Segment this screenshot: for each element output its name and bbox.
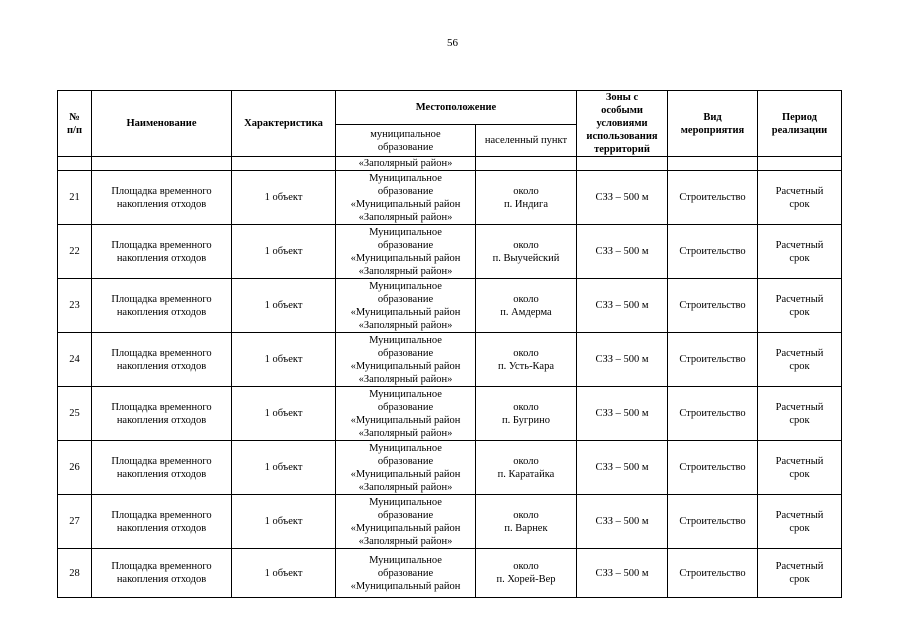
cell-settlement: около п. Амдерма: [476, 279, 577, 333]
cell-num: 25: [58, 387, 92, 441]
cell-period: Расчетный срок: [758, 225, 842, 279]
cell-zone: СЗЗ – 500 м: [577, 225, 668, 279]
cell-zone: СЗЗ – 500 м: [577, 333, 668, 387]
cell-period: Расчетный срок: [758, 333, 842, 387]
cell-settlement: около п. Индига: [476, 171, 577, 225]
cell-activity: Строительство: [668, 441, 758, 495]
cell-num: 26: [58, 441, 92, 495]
cell-settlement: около п. Каратайка: [476, 441, 577, 495]
cell-activity: Строительство: [668, 333, 758, 387]
page-number: 56: [447, 37, 458, 49]
cell-characteristic: 1 объект: [232, 225, 336, 279]
cell-characteristic: 1 объект: [232, 333, 336, 387]
cell-name: Площадка временного накопления отходов: [92, 171, 232, 225]
cell-name: Площадка временного накопления отходов: [92, 495, 232, 549]
cell-period: [758, 157, 842, 171]
cell-name: [92, 157, 232, 171]
cell-characteristic: [232, 157, 336, 171]
cell-period: Расчетный срок: [758, 279, 842, 333]
header-municipal: муниципальное образование: [336, 125, 476, 157]
cell-characteristic: 1 объект: [232, 441, 336, 495]
cell-characteristic: 1 объект: [232, 279, 336, 333]
cell-num: 24: [58, 333, 92, 387]
cell-settlement: около п. Хорей-Вер: [476, 549, 577, 598]
cell-zone: СЗЗ – 500 м: [577, 279, 668, 333]
header-zones: Зоны с особыми условиями использования территорий: [577, 91, 668, 157]
header-location: Местоположение: [336, 91, 577, 125]
cell-zone: СЗЗ – 500 м: [577, 495, 668, 549]
table-row: [58, 549, 842, 598]
cell-municipal: Муниципальное образование «Муниципальный район «Заполярный район»: [336, 171, 476, 225]
table-row: [58, 279, 842, 333]
cell-period: Расчетный срок: [758, 549, 842, 598]
header-settlement: населенный пункт: [476, 125, 577, 157]
header-name: Наименование: [92, 91, 232, 157]
cell-activity: Строительство: [668, 279, 758, 333]
header-characteristic: Характеристика: [232, 91, 336, 157]
cell-name: Площадка временного накопления отходов: [92, 549, 232, 598]
cell-municipal: Муниципальное образование «Муниципальный район «Заполярный район»: [336, 441, 476, 495]
cell-name: Площадка временного накопления отходов: [92, 387, 232, 441]
cell-period: Расчетный срок: [758, 387, 842, 441]
cell-characteristic: 1 объект: [232, 171, 336, 225]
cell-activity: Строительство: [668, 225, 758, 279]
table-row: [58, 225, 842, 279]
cell-num: 22: [58, 225, 92, 279]
cell-num: [58, 157, 92, 171]
measures-table: [57, 90, 842, 598]
cell-municipal: Муниципальное образование «Муниципальный район «Заполярный район»: [336, 495, 476, 549]
cell-name: Площадка временного накопления отходов: [92, 333, 232, 387]
cell-settlement: около п. Варнек: [476, 495, 577, 549]
header-period: Период реализации: [758, 91, 842, 157]
continuation-row: [58, 157, 842, 171]
header-row-top: [58, 91, 842, 125]
cell-activity: Строительство: [668, 495, 758, 549]
cell-characteristic: 1 объект: [232, 549, 336, 598]
cell-zone: СЗЗ – 500 м: [577, 441, 668, 495]
cell-settlement: около п. Бугрино: [476, 387, 577, 441]
table-row: [58, 387, 842, 441]
cell-num: 28: [58, 549, 92, 598]
cell-settlement: около п. Усть-Кара: [476, 333, 577, 387]
cell-characteristic: 1 объект: [232, 495, 336, 549]
cell-municipal: Муниципальное образование «Муниципальный район «Заполярный район»: [336, 387, 476, 441]
cell-period: Расчетный срок: [758, 171, 842, 225]
table-body: [58, 157, 842, 598]
cell-activity: Строительство: [668, 387, 758, 441]
cell-activity: [668, 157, 758, 171]
table-row: [58, 441, 842, 495]
cell-name: Площадка временного накопления отходов: [92, 279, 232, 333]
cell-municipal: «Заполярный район»: [336, 157, 476, 171]
cell-num: 23: [58, 279, 92, 333]
table-row: [58, 171, 842, 225]
cell-period: Расчетный срок: [758, 495, 842, 549]
cell-municipal: Муниципальное образование «Муниципальный район «Заполярный район»: [336, 279, 476, 333]
cell-num: 21: [58, 171, 92, 225]
cell-characteristic: 1 объект: [232, 387, 336, 441]
cell-name: Площадка временного накопления отходов: [92, 225, 232, 279]
cell-municipal: Муниципальное образование «Муниципальный район «Заполярный район»: [336, 225, 476, 279]
cell-activity: Строительство: [668, 171, 758, 225]
cell-settlement: около п. Выучейский: [476, 225, 577, 279]
cell-municipal: Муниципальное образование «Муниципальный район: [336, 549, 476, 598]
cell-settlement: [476, 157, 577, 171]
cell-period: Расчетный срок: [758, 441, 842, 495]
cell-zone: СЗЗ – 500 м: [577, 387, 668, 441]
cell-zone: СЗЗ – 500 м: [577, 171, 668, 225]
table-row: [58, 333, 842, 387]
cell-zone: [577, 157, 668, 171]
header-num: № п/п: [58, 91, 92, 157]
header-activity: Вид мероприятия: [668, 91, 758, 157]
cell-municipal: Муниципальное образование «Муниципальный район «Заполярный район»: [336, 333, 476, 387]
cell-name: Площадка временного накопления отходов: [92, 441, 232, 495]
cell-zone: СЗЗ – 500 м: [577, 549, 668, 598]
cell-num: 27: [58, 495, 92, 549]
table-row: [58, 495, 842, 549]
cell-activity: Строительство: [668, 549, 758, 598]
